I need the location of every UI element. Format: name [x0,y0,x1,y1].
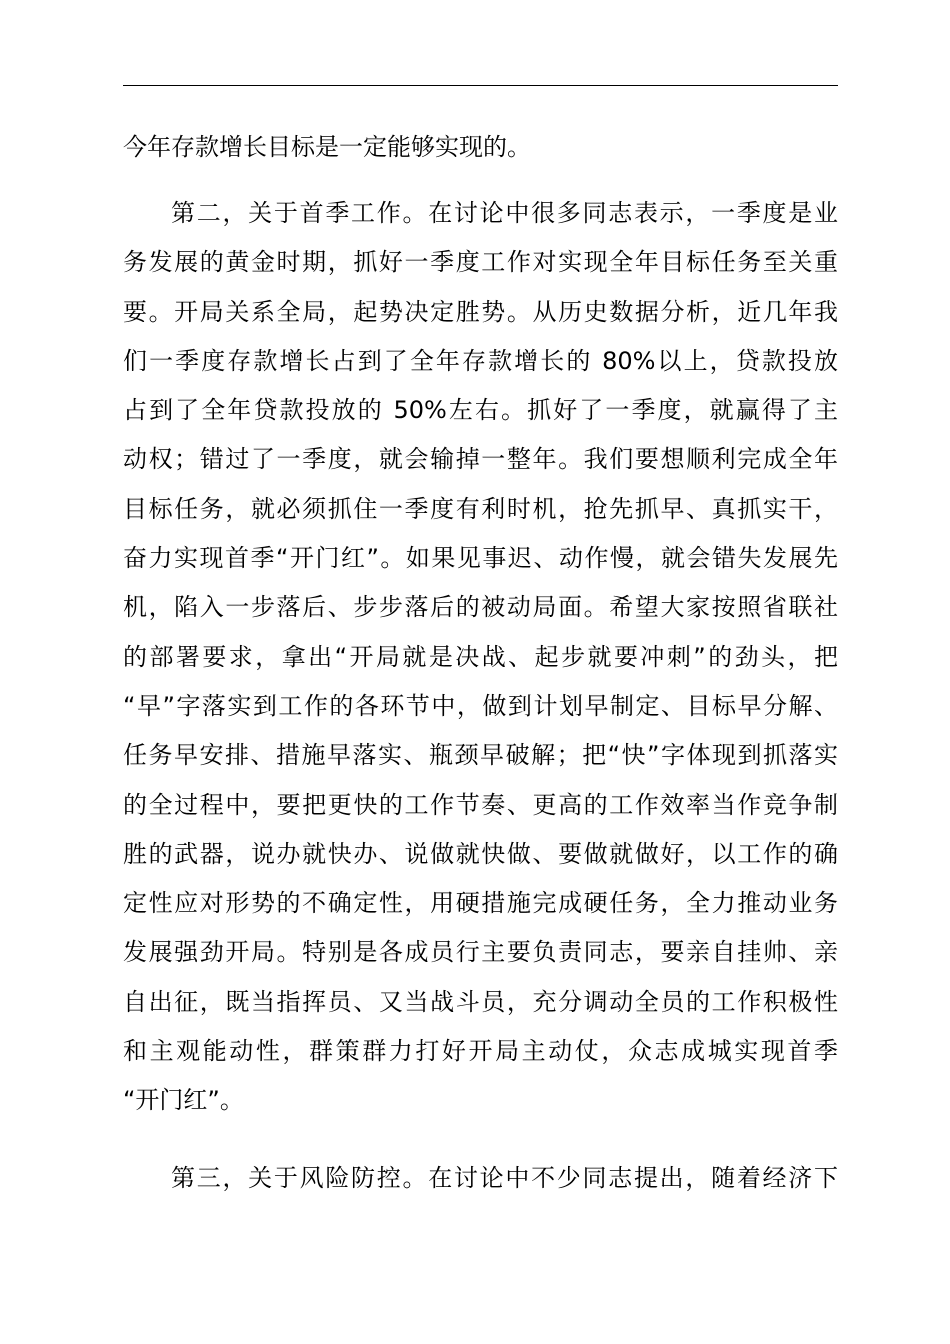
paragraph-1 [123,123,838,172]
text-line: 发展强劲开局。特别是各成员行主要负责同志，要亲自挂帅、亲 [123,938,838,967]
text-line: 定性应对形势的不确定性，用硬措施完成硬任务，全力推动业务 [123,889,838,918]
text-line: “开门红”。 [123,1086,244,1115]
text-line: 奋力实现首季“开门红”。如果见事迟、动作慢，就会错失发展先 [123,544,838,573]
text-line: 动权；错过了一季度，就会输掉一整年。我们要想顺利完成全年 [123,445,838,474]
text-line: 今年存款增长目标是一定能够实现的。 [123,133,531,161]
text-line: 和主观能动性，群策群力打好开局主动仗，众志成城实现首季 [123,1037,838,1066]
text-line: “早”字落实到工作的各环节中，做到计划早制定、目标早分解、 [123,691,838,720]
text-line: 的全过程中，要把更快的工作节奏、更高的工作效率当作竞争制 [123,790,838,819]
paragraph-3 [123,1154,838,1203]
text-line: 的部署要求，拿出“开局就是决战、起步就要冲刺”的劲头，把 [123,642,838,671]
text-line: 第三，关于风险防控。在讨论中不少同志提出，随着经济下 [171,1164,838,1192]
text-line: 目标任务，就必须抓住一季度有利时机，抢先抓早、真抓实干， [123,494,838,523]
text-line: 要。开局关系全局，起势决定胜势。从历史数据分析，近几年我 [123,297,838,326]
text-line: 务发展的黄金时期，抓好一季度工作对实现全年目标任务至关重 [123,248,838,277]
header-rule [123,85,838,86]
text-line: 胜的武器，说办就快办、说做就快做、要做就做好，以工作的确 [123,839,838,868]
text-line: 任务早安排、措施早落实、瓶颈早破解；把“快”字体现到抓落实 [123,741,838,770]
text-line: 机，陷入一步落后、步步落后的被动局面。希望大家按照省联社 [123,593,838,622]
text-line: 第二，关于首季工作。在讨论中很多同志表示，一季度是业 [171,199,838,227]
paragraph-2 [123,189,838,1126]
text-line: 自出征，既当指挥员、又当战斗员，充分调动全员的工作积极性 [123,987,838,1016]
text-line: 占到了全年贷款投放的 50%左右。抓好了一季度，就赢得了主 [123,396,838,425]
text-line: 们一季度存款增长占到了全年存款增长的 80%以上，贷款投放 [123,346,838,375]
